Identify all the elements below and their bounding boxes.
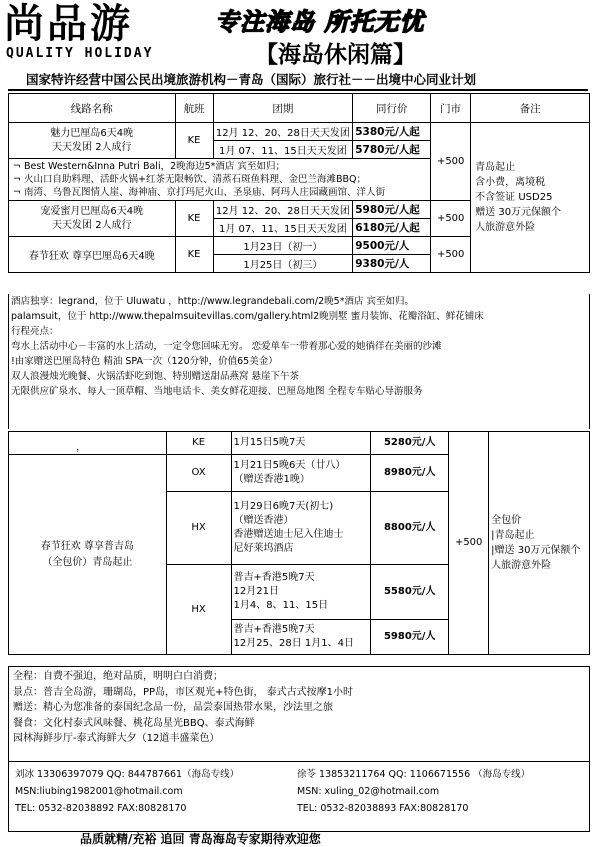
flight-code: KE bbox=[175, 123, 213, 159]
route-name: 魅力巴厘岛6天4晚 天天发团 2人成行 bbox=[9, 123, 176, 159]
flight-code: OX bbox=[166, 455, 231, 492]
price-cell: 5280元/人 bbox=[371, 432, 449, 455]
category-title: 【海岛休闲篇】 bbox=[255, 42, 416, 68]
note-line: ¬ 火山口自助料理、活虾火锅+红茶无限畅饮、清蒸石斑鱼料理、金巴兰海滩BBQ； bbox=[13, 174, 366, 185]
feature-line: 全程：自费不强迫，绝对品质，明明白白消费； bbox=[13, 671, 223, 682]
contact-tel: TEL: 0532-82038892 FAX:80828170 bbox=[15, 803, 187, 814]
date-cell: 普吉+香港5晚7天 12月21日 1月4、8、11、15日 bbox=[231, 565, 371, 620]
price-cell: 9500元/人 bbox=[353, 237, 431, 255]
col-header-retail: 门市 bbox=[431, 94, 471, 123]
info-line: 无限供应矿泉水、每人一顶草帽、当地电话卡、美女鲜花迎接、巴厘岛地图 全程专车贴心导游服务 bbox=[11, 386, 423, 397]
table-row bbox=[9, 123, 590, 141]
route-notes bbox=[9, 159, 431, 201]
blank-cell bbox=[9, 432, 167, 455]
route-name: 宠爱蜜月巴厘岛6天4晚 天天发团 2人成行 bbox=[9, 201, 176, 237]
price-cell: 5780元/人起 bbox=[353, 141, 431, 159]
note-line: ¬ Best Western&Inna Putri Bali，2晚海边5*酒店 宾至如归； bbox=[13, 161, 285, 172]
col-header-price: 同行价 bbox=[353, 94, 431, 123]
footer-slogan: 品质就精/充裕 追回 青岛海岛专家期待欢迎您 bbox=[80, 832, 321, 846]
price-cell: 5980元/人起 bbox=[353, 201, 431, 219]
price-cell: 5580元/人 bbox=[371, 565, 449, 620]
date-cell: 1月15日5晚7天 bbox=[231, 432, 371, 455]
price-cell: 8800元/人 bbox=[371, 492, 449, 565]
contact-card bbox=[15, 766, 239, 817]
info-line: palamsuit，位于 http://www.thepalmsuitevillas.com/gallery.html2晚别墅 蜜月装饰、花瓣浴缸、鲜花铺床 bbox=[11, 311, 484, 322]
route-name: 春节狂欢 尊享普吉岛 （全包价）青岛起止 bbox=[9, 455, 167, 655]
remark-cell: 青岛起止 含小费，离境税 不含签证 USD25 赠送 30万元保额个 人旅游意外险 bbox=[471, 123, 590, 273]
price-cell: 9380元/人 bbox=[353, 255, 431, 273]
logo-text: 尚品游 bbox=[4, 0, 133, 47]
date-cell: 12月 12、20、28日天天发团 bbox=[213, 123, 353, 141]
flight-code: KE bbox=[175, 201, 213, 237]
info-line: 酒店独享：legrand，位于 Uluwatu ，http://www.legrandebali.com/2晚5*酒店 宾至如归。 bbox=[11, 296, 414, 307]
col-header-remark: 备注 bbox=[471, 94, 590, 123]
feature-line: 园林海鲜步厅-泰式海鲜大夕（12道丰盛菜色） bbox=[13, 733, 220, 744]
hotel-highlights bbox=[8, 294, 590, 429]
info-line: !由家赠送巴厘岛特色 精油 SPA一次（120分钟，价值65美金） bbox=[11, 356, 278, 367]
phuket-price-table bbox=[8, 431, 590, 655]
contact-card bbox=[297, 766, 530, 817]
logo-subtitle: QUALITY HOLIDAY bbox=[6, 46, 154, 61]
date-cell: 1月23日（初一） bbox=[213, 237, 353, 255]
slogan: 专注海岛 所托无忧 bbox=[215, 8, 425, 36]
table-row bbox=[9, 432, 590, 455]
retail-cell: +500 bbox=[431, 123, 471, 201]
price-cell: 8980元/人 bbox=[371, 455, 449, 492]
date-cell: 1月 07、11、15日天天发团 bbox=[213, 141, 353, 159]
info-line: 双人浪漫烛光晚餐、火锅活虾吃到饱、特别赠送甜品燕窝 悬崖下午茶 bbox=[11, 371, 300, 382]
feature-line: 赠送：精心为您准备的泰国纪念品一份，品尝泰国热带水果，沙法里之旅 bbox=[13, 702, 333, 713]
feature-line: 景点：普吉全岛游，珊瑚岛，PP岛，市区观光+特色街， 泰式古式按摩1小时 bbox=[13, 686, 353, 698]
divider bbox=[8, 89, 588, 91]
date-cell: 1月 07、11、15日天天发团 bbox=[213, 219, 353, 237]
retail-cell: +500 bbox=[449, 432, 489, 655]
info-line: 行程亮点： bbox=[11, 326, 59, 337]
flight-code: HX bbox=[166, 492, 231, 565]
date-cell: 1月21日5晚6天（廿八） （赠送香港1晚） bbox=[231, 455, 371, 492]
price-cell: 5980元/人 bbox=[371, 620, 449, 655]
retail-cell: +500 bbox=[431, 201, 471, 237]
note-line: ¬ 南湾、乌鲁瓦图情人崖、海神庙、京打玛尼火山、圣泉庙、阿玛人庄园藏画馆、洋人街 bbox=[13, 187, 385, 198]
contact-name: 刘冰 13306397079 QQ: 844787661（海岛专线） bbox=[15, 769, 240, 780]
bali-price-table bbox=[8, 93, 590, 273]
info-line: 弯水上活动中心－丰富的水上活动，一定令您回味无穷。 恋爱单车一带着那心爱的她徜徉在美丽的沙滩 bbox=[11, 341, 442, 352]
price-cell: 6180元/人起 bbox=[353, 219, 431, 237]
contact-section bbox=[8, 762, 590, 832]
route-name: 春节狂欢 尊享巴厘岛6天4晚 bbox=[9, 237, 176, 273]
flight-code: KE bbox=[175, 237, 213, 273]
flight-code: KE bbox=[166, 432, 231, 455]
date-cell: 1月29日6晚7天(初七) （赠送香港） 香港赠送迪士尼入住迪士 尼好莱坞酒店 bbox=[231, 492, 371, 565]
col-header-dates: 团期 bbox=[213, 94, 353, 123]
contact-msn[interactable]: MSN:liubing1982001@hotmail.com bbox=[15, 786, 183, 797]
stray-mark: ， bbox=[76, 442, 86, 453]
flight-code: HX bbox=[166, 565, 231, 655]
col-header-flight: 航班 bbox=[175, 94, 213, 123]
contact-name: 徐苓 13853211764 QQ: 1106671556 （海岛专线） bbox=[297, 769, 531, 780]
col-header-route: 线路名称 bbox=[9, 94, 176, 123]
date-cell: 1月25日（初三） bbox=[213, 255, 353, 273]
date-cell: 12月 12、20、28日天天发团 bbox=[213, 201, 353, 219]
table-header-row bbox=[9, 94, 590, 123]
date-cell: 普吉+香港5晚7天 12月25、28日 1月1、4日 bbox=[231, 620, 371, 655]
contact-msn[interactable]: MSN: xuling_02@hotmail.com bbox=[297, 786, 440, 797]
contact-tel: TEL: 0532-82038893 FAX:80828170 bbox=[297, 803, 469, 814]
remark-cell: 全包价 |青岛起止 |赠送 30万元保额个 人旅游意外险 bbox=[489, 432, 590, 655]
retail-cell: +500 bbox=[431, 237, 471, 273]
itinerary-features bbox=[8, 666, 590, 762]
price-cell: 5380元/人起 bbox=[353, 123, 431, 141]
feature-line: 餐食：文化村泰式风味餐、桃花岛星光BBQ、泰式海鲜 bbox=[13, 717, 255, 729]
agency-line: 国家特许经营中国公民出境旅游机构－青岛（国际）旅行社－－出境中心同业计划 bbox=[26, 72, 477, 87]
